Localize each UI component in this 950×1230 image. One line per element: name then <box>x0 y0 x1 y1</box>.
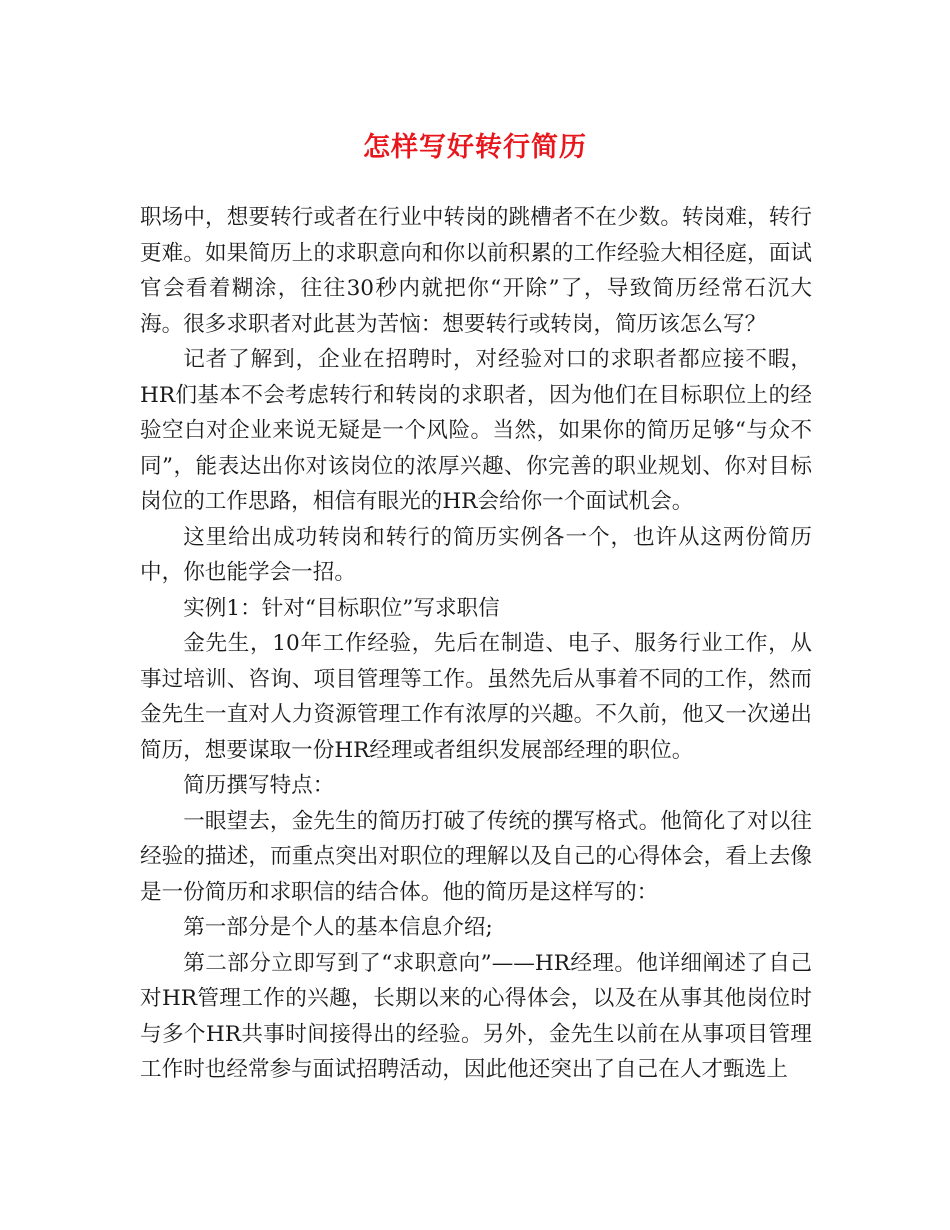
paragraph-example-1-heading: 实例1：针对“目标职位”写求职信 <box>183 595 500 621</box>
paragraph-part-2: 第二部分立即写到了“求职意向”——HR经理。他详细阐述了自己对HR管理工作的兴趣，长期以来的心得体会，以及在从事其他岗位时与多个HR共事时间接得出的经验。另外，金先生以前在从事项目管理工作时也经常参与面试招聘活动，因此他还突出了自己在人才甄选上 <box>140 950 812 1082</box>
paragraph-reporter: 记者了解到，企业在招聘时，对经验对口的求职者都应接不暇，HR们基本不会考虑转行和转岗的求职者，因为他们在目标职位上的经验空白对企业来说无疑是一个风险。当然，如果你的简历足够“与众不同”，能表达出你对该岗位的浓厚兴趣、你完善的职业规划、你对目标岗位的工作思路，相信有眼光的HR会给你一个面试机会。 <box>140 347 812 514</box>
paragraph-mr-jin: 金先生，10年工作经验，先后在制造、电子、服务行业工作，从事过培训、咨询、项目管理等工作。虽然先后从事着不同的工作，然而金先生一直对人力资源管理工作有浓厚的兴趣。不久前，他又一次递出简历，想要谋取一份HR经理或者组织发展部经理的职位。 <box>140 631 812 763</box>
paragraph-features-heading: 简历撰写特点： <box>183 773 335 798</box>
paragraph-examples-intro: 这里给出成功转岗和转行的简历实例各一个，也许从这两份简历中，你也能学会一招。 <box>140 524 812 585</box>
paragraph-features: 一眼望去，金先生的简历打破了传统的撰写格式。他简化了对以往经验的描述，而重点突出对职位的理解以及自己的心得体会，看上去像是一份简历和求职信的结合体。他的简历是这样写的： <box>140 808 812 905</box>
document-title: 怎样写好转行简历 <box>363 132 587 163</box>
paragraph-part-1: 第一部分是个人的基本信息介绍; <box>183 915 493 940</box>
document-body <box>140 200 812 1088</box>
paragraph-intro: 职场中，想要转行或者在行业中转岗的跳槽者不在少数。转岗难，转行更难。如果简历上的求职意向和你以前积累的工作经验大相径庭，面试官会看着糊涂，往往30秒内就把你“开除”了，导致简历经常石沉大海。很多求职者对此甚为苦恼：想要转行或转岗，简历该怎么写？ <box>140 205 812 337</box>
